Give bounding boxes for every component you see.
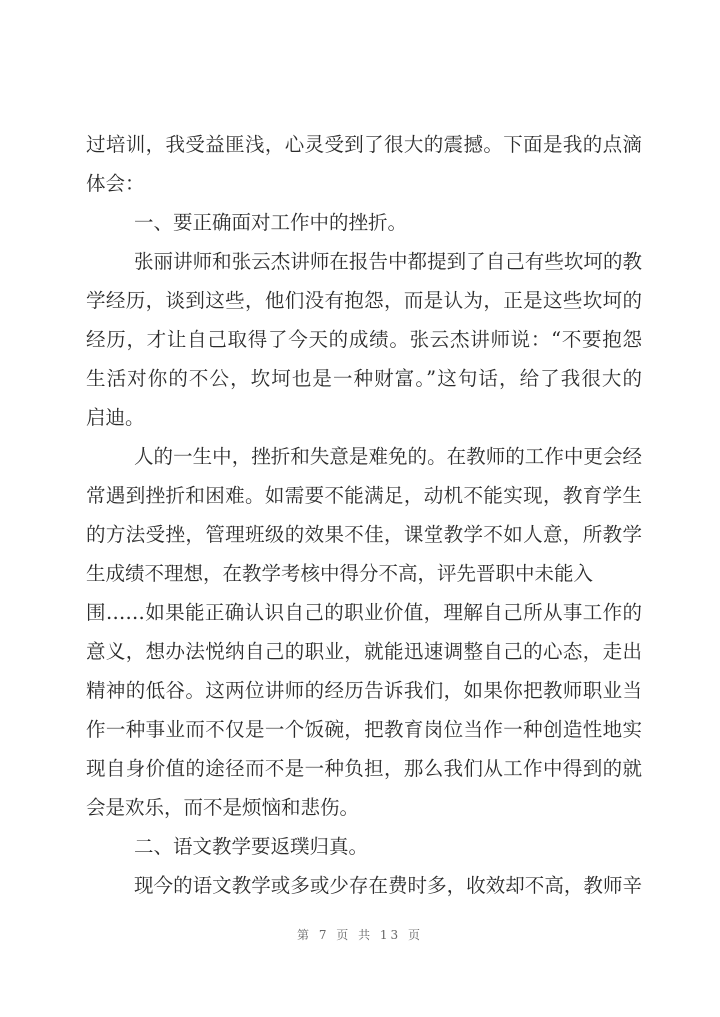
text-line-14: 意义，想办法悦纳自己的职业，就能迅速调整自己的心态，走出 bbox=[86, 640, 642, 663]
text-line-15: 精神的低谷。这两位讲师的经历告诉我们，如果你把教师职业当 bbox=[86, 679, 642, 702]
text-line-17: 现自身价值的途径而不是一种负担，那么我们从工作中得到的就 bbox=[86, 757, 642, 780]
text-line-20: 现今的语文教学或多或少存在费时多，收效却不高，教师辛 bbox=[134, 874, 642, 897]
text-line-18: 会是欢乐，而不是烦恼和悲伤。 bbox=[86, 796, 360, 819]
text-line-13: 围……如果能正确认识自己的职业价值，理解自己所从事工作的 bbox=[86, 601, 642, 624]
text-line-1: 过培训，我受益匪浅，心灵受到了很大的震撼。下面是我的点滴 bbox=[86, 133, 642, 156]
section-heading-2: 二、语文教学要返璞归真。 bbox=[134, 835, 369, 858]
text-line-7: 生活对你的不公，坎坷也是一种财富。”这句话，给了我很大的 bbox=[86, 367, 642, 390]
text-line-2: 体会： bbox=[86, 172, 145, 195]
text-line-5: 学经历，谈到这些，他们没有抱怨，而是认为，正是这些坎坷的 bbox=[86, 289, 642, 312]
section-heading-1: 一、要正确面对工作中的挫折。 bbox=[134, 211, 408, 234]
text-line-6: 经历，才让自己取得了今天的成绩。张云杰讲师说：“不要抱怨 bbox=[86, 328, 642, 351]
text-line-11: 的方法受挫，管理班级的效果不佳，课堂教学不如人意，所教学 bbox=[86, 523, 642, 546]
text-line-4: 张丽讲师和张云杰讲师在报告中都提到了自己有些坎坷的教 bbox=[134, 250, 642, 273]
text-line-10: 常遇到挫折和困难。如需要不能满足，动机不能实现，教育学生 bbox=[86, 484, 642, 507]
text-line-16: 作一种事业而不仅是一个饭碗，把教育岗位当作一种创造性地实 bbox=[86, 718, 642, 741]
text-line-8: 启迪。 bbox=[86, 406, 145, 429]
text-line-12: 生成绩不理想，在教学考核中得分不高，评先晋职中未能入 bbox=[86, 562, 594, 585]
page-number-footer: 第 7 页 共 13 页 bbox=[297, 928, 423, 942]
text-line-9: 人的一生中，挫折和失意是难免的。在教师的工作中更会经 bbox=[134, 445, 642, 468]
